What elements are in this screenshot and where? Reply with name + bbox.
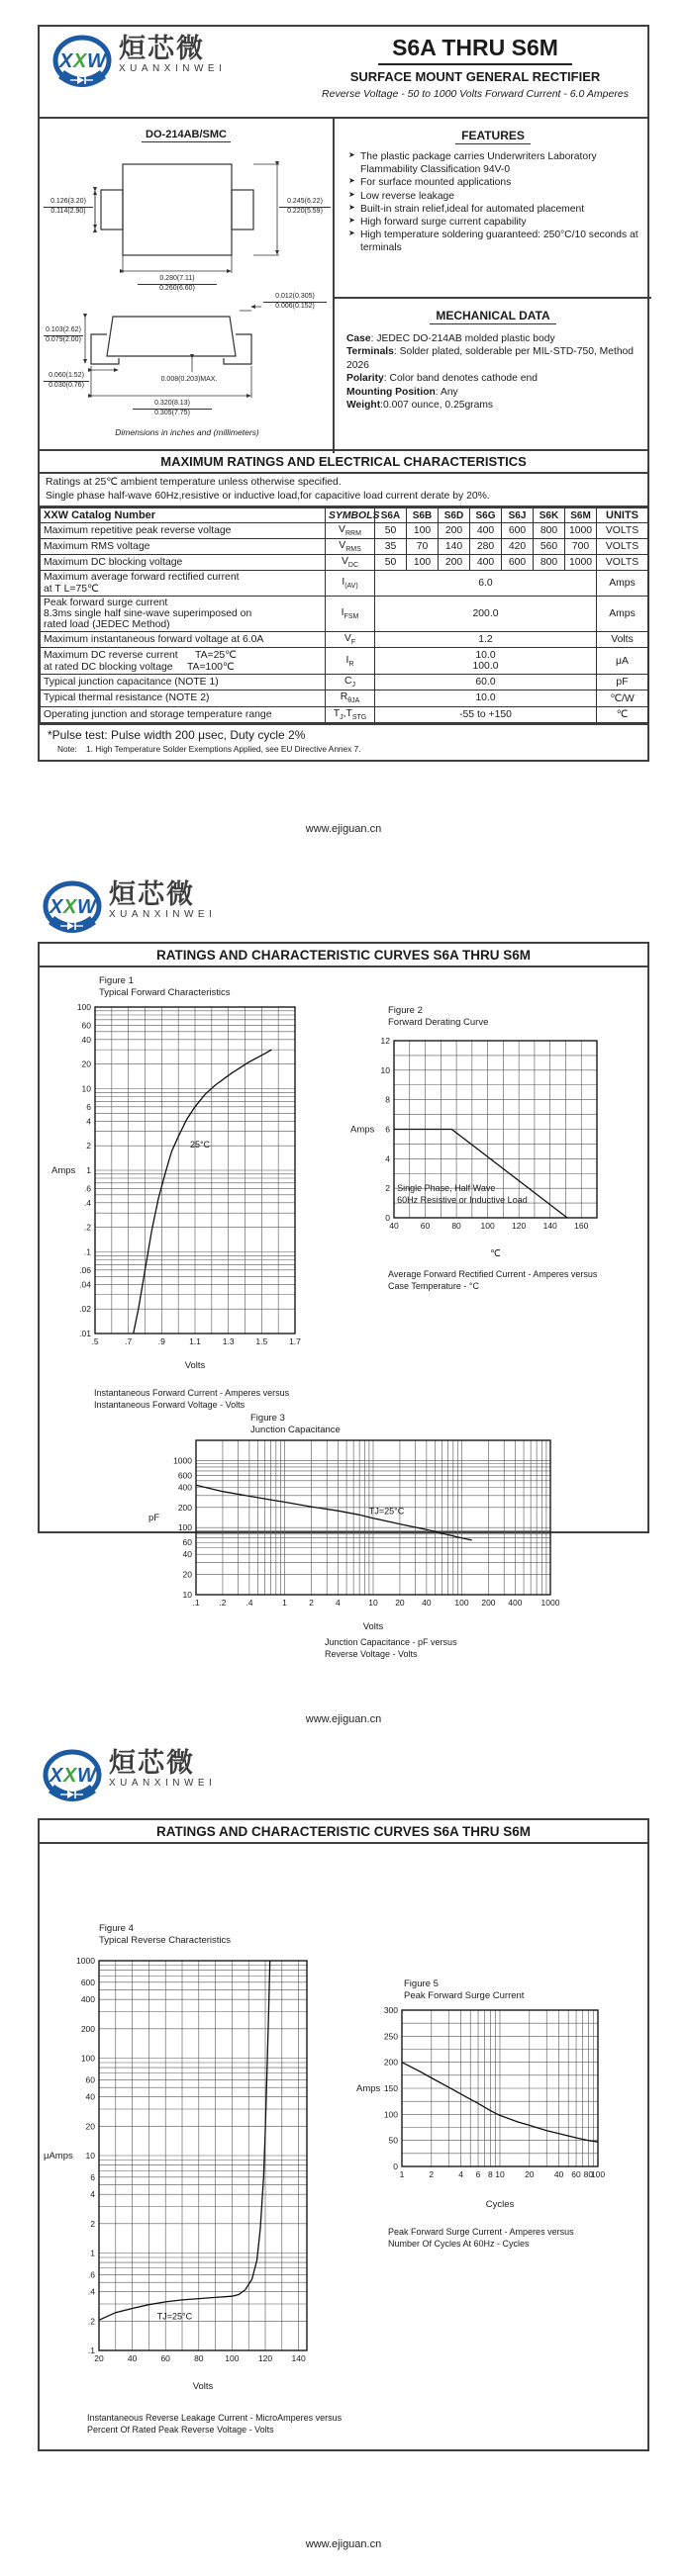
svg-text:80: 80 [451,1221,461,1231]
svg-text:1000: 1000 [173,1455,192,1466]
features-heading: FEATURES [335,129,651,144]
svg-text:4: 4 [86,1116,91,1127]
value-cell: 50 [375,555,407,571]
svg-text:120: 120 [257,2353,273,2363]
col-header-part: S6G [470,508,502,523]
pulse-test-note: *Pulse test: Pulse width 200 μsec, Duty cycle 2% [48,727,306,742]
svg-text:2: 2 [385,1183,390,1194]
svg-text:2: 2 [90,2218,95,2229]
datasheet-page-3 [0,1741,687,2576]
svg-text:200: 200 [383,2057,398,2068]
figure5-caption: Peak Forward Surge Current - Amperes versus Number Of Cycles At 60Hz - Cycles [388,2227,574,2250]
merged-value-cell: 60.0 [375,675,597,690]
figure3-title: Figure 3 Junction Capacitance [250,1413,341,1436]
svg-text:2: 2 [86,1141,91,1151]
figure1-chart [49,997,307,1373]
svg-text:X: X [59,50,73,72]
svg-text:12: 12 [380,1036,390,1046]
param-cell: Operating junction and storage temperature range [41,706,326,722]
datasheet-page-2 [0,861,687,1741]
symbol-cell: $V_{RMS}$ [326,539,375,555]
svg-text:80: 80 [583,2169,594,2179]
svg-text:Amps: Amps [51,1165,76,1176]
svg-text:4: 4 [458,2169,463,2179]
logo-mark-graphic [42,880,103,938]
svg-text:40: 40 [81,1034,91,1045]
col-header-part: S6A [375,508,407,523]
symbol-cell: $T_J,T_{STG}$ [326,706,375,722]
svg-text:8: 8 [385,1094,390,1105]
svg-text:Volts: Volts [362,1621,384,1632]
svg-text:100: 100 [80,2053,95,2064]
units-cell: ℃/W [597,690,648,706]
dim-lead-length: 0.060(1.52) 0.030(0.76) [44,372,89,391]
figure2-title: Figure 2 Forward Derating Curve [388,1005,489,1029]
svg-text:1: 1 [90,2248,95,2258]
svg-text:.2: .2 [219,1598,227,1608]
feature-item: ➤ Low reverse leakage [348,190,645,203]
svg-text:Single Phase, Half Wave: Single Phase, Half Wave [397,1183,496,1194]
symbol-cell: $C_J$ [326,675,375,690]
package-name: DO-214AB/SMC [40,129,333,142]
svg-text:1.7: 1.7 [289,1336,301,1346]
svg-text:80: 80 [194,2353,204,2363]
svg-text:Amps: Amps [350,1124,375,1136]
value-cell: 200 [439,555,470,571]
table-row [41,648,648,675]
figure1-title: Figure 1 Typical Forward Characteristics [99,975,231,999]
col-header-units: UNITS [597,508,648,523]
merged-value-cell: 200.0 [375,597,597,632]
brand-name-cn: 烜芯微 [109,1748,195,1778]
logo-mark-graphic [51,35,113,92]
svg-text:600: 600 [177,1470,192,1481]
table-row [41,675,648,690]
svg-text:TJ=25°C: TJ=25°C [156,2311,193,2322]
mechanical-data-line: Weight:0.007 ounce, 0.25grams [346,399,494,411]
param-cell: Peak forward surge current 8.3ms single half sine-wave superimposed on rated load (JEDEC Method) [41,597,326,632]
figure4-caption: Instantaneous Reverse Leakage Current - MicroAmperes versus Percent Of Rated Peak Reverse Voltage - Volts [87,2413,343,2436]
svg-text:20: 20 [395,1598,405,1608]
value-cell: 700 [565,539,597,555]
svg-text:Cycles: Cycles [485,2199,515,2210]
svg-text:120: 120 [512,1221,527,1231]
svg-text:10: 10 [85,2151,95,2161]
svg-text:100: 100 [177,1522,192,1533]
mechanical-data-line: Terminals: Solder plated, solderable per MIL-STD-750, Method 2026 [346,346,634,371]
units-cell: Volts [597,632,648,648]
param-cell: Maximum RMS voltage [41,539,326,555]
param-cell: Maximum DC reverse current TA=25℃ at rated DC blocking voltage TA=100℃ [41,648,326,675]
brand-name-en: XUANXINWEI [109,1778,217,1790]
value-cell: 800 [534,523,565,539]
svg-text:1: 1 [86,1165,91,1175]
brand-logo [42,1749,216,1806]
svg-text:140: 140 [542,1221,557,1231]
ratings-table-box [38,506,649,725]
table-header-row [41,508,648,523]
figure3-caption: Junction Capacitance - pF versus Reverse Voltage - Volts [325,1637,457,1660]
symbol-cell: $V_{DC}$ [326,555,375,571]
svg-text:.9: .9 [157,1336,165,1346]
svg-text:0: 0 [385,1213,390,1223]
svg-text:6: 6 [90,2171,95,2182]
svg-text:600: 600 [80,1977,95,1987]
svg-text:1.1: 1.1 [189,1336,201,1346]
value-cell: 200 [439,523,470,539]
svg-text:1: 1 [399,2169,405,2179]
svg-text:40: 40 [182,1549,192,1560]
dim-lead-thickness: 0.012(0.305) 0.006(0.152) [263,293,327,312]
units-cell: Amps [597,597,648,632]
merged-value-cell: 6.0 [375,571,597,597]
brand-name-cn: 烜芯微 [119,34,205,63]
ratings-note-1: Ratings at 25℃ ambient temperature unless otherwise specified. [46,477,342,488]
svg-text:X: X [49,896,63,918]
svg-text:.01: .01 [79,1329,91,1338]
units-cell: Amps [597,571,648,597]
figure3-chart [147,1432,566,1634]
svg-text:TJ=25°C: TJ=25°C [368,1506,405,1517]
param-cell: Maximum repetitive peak reverse voltage [41,523,326,539]
mechanical-data-list [346,332,643,412]
value-cell: 100 [407,523,439,539]
svg-text:100: 100 [383,2109,398,2120]
brand-name-en: XUANXINWEI [119,63,227,75]
feature-item: ➤ Built-in strain relief,ideal for automated placement [348,203,645,216]
svg-text:μAmps: μAmps [44,2151,73,2162]
value-cell: 600 [502,523,534,539]
svg-text:6: 6 [475,2169,481,2179]
feature-item: ➤ For surface mounted applications [348,176,645,189]
svg-text:X: X [63,1765,77,1787]
units-cell: pF [597,675,648,690]
footnote-box [38,723,649,762]
table-row [41,632,648,648]
value-cell: 400 [470,555,502,571]
svg-text:0: 0 [393,2162,398,2171]
value-cell: 100 [407,555,439,571]
svg-text:10: 10 [182,1590,192,1600]
param-cell: Typical thermal resistance (NOTE 2) [41,690,326,706]
units-cell: VOLTS [597,523,648,539]
table-row [41,690,648,706]
datasheet-page-1 [0,0,687,861]
svg-text:W: W [77,896,96,918]
svg-text:10: 10 [368,1598,378,1608]
package-outline-drawing [44,150,331,419]
svg-text:.04: .04 [79,1279,91,1290]
svg-text:1.3: 1.3 [222,1336,235,1346]
table-row [41,523,648,539]
svg-text:.4: .4 [87,2286,95,2297]
svg-text:℃: ℃ [490,1248,501,1259]
header-box [38,25,649,119]
units-cell: μA [597,648,648,675]
svg-text:60: 60 [160,2353,170,2363]
value-cell: 70 [407,539,439,555]
svg-text:W: W [77,1765,96,1787]
svg-text:.2: .2 [83,1222,91,1233]
value-cell: 140 [439,539,470,555]
svg-text:40: 40 [553,2169,564,2179]
mechanical-data-line: Mounting Position: Any [346,386,458,398]
svg-text:.06: .06 [79,1264,91,1275]
svg-text:100: 100 [76,1002,91,1012]
logo-mark-graphic [42,1749,103,1806]
value-cell: 50 [375,523,407,539]
figure4-chart [42,1947,329,2394]
ratings-table [40,507,648,723]
svg-text:.4: .4 [245,1598,253,1608]
symbol-cell: $I_R$ [326,648,375,675]
svg-text:60Hz Resistive or Inductive Lo: 60Hz Resistive or Inductive Load [397,1195,528,1206]
svg-text:X: X [49,1765,63,1787]
symbol-cell: $I_{FSM}$ [326,597,375,632]
svg-text:.1: .1 [87,2346,95,2355]
mechanical-data-section [335,297,651,412]
dim-total-width: 0.320(8.13) 0.305(7.75) [133,400,212,418]
svg-text:400: 400 [177,1482,192,1493]
figure5-chart [354,2000,614,2212]
units-cell: VOLTS [597,555,648,571]
col-header-catalog: XXW Catalog Number [41,508,326,523]
features-list [344,150,645,254]
svg-text:10: 10 [495,2169,505,2179]
mechanical-data-line: Case: JEDEC DO-214AB molded plastic body [346,333,555,344]
symbol-cell: $I_{(AV)}$ [326,571,375,597]
param-cell: Maximum instantaneous forward voltage at 6.0A [41,632,326,648]
col-header-part: S6J [502,508,534,523]
curves-title-bar: RATINGS AND CHARACTERISTIC CURVES S6A THRU S6M [38,942,649,968]
svg-text:300: 300 [383,2005,398,2015]
svg-text:60: 60 [85,2074,95,2085]
svg-text:160: 160 [574,1221,589,1231]
features-column [335,119,651,453]
svg-text:.6: .6 [83,1183,91,1194]
symbol-cell: $V_F$ [326,632,375,648]
value-cell: 35 [375,539,407,555]
svg-text:Amps: Amps [356,2083,381,2094]
figure5-title: Figure 5 Peak Forward Surge Current [404,1978,525,2002]
svg-text:60: 60 [571,2169,581,2179]
svg-text:.1: .1 [83,1246,91,1257]
mechanical-data-line: Polarity: Color band denotes cathode end [346,373,538,385]
table-row [41,597,648,632]
ratings-title-bar: MAXIMUM RATINGS AND ELECTRICAL CHARACTERISTICS [38,449,649,474]
part-subtitle: SURFACE MOUNT GENERAL RECTIFIER [349,69,601,84]
feature-item: ➤ High forward surge current capability [348,216,645,229]
ratings-notes [38,472,649,507]
svg-text:60: 60 [420,1221,431,1231]
figure1-caption: Instantaneous Forward Current - Amperes versus Instantaneous Forward Voltage - Volts [94,1388,290,1411]
svg-text:X: X [63,896,77,918]
symbol-cell: $R_{\theta JA}$ [326,690,375,706]
svg-text:Volts: Volts [192,2381,214,2392]
curves-title-bar: RATINGS AND CHARACTERISTIC CURVES S6A THRU S6M [38,1818,649,1845]
svg-text:20: 20 [525,2169,535,2179]
svg-text:10: 10 [81,1083,91,1094]
svg-text:40: 40 [127,2353,138,2363]
svg-text:2: 2 [309,1598,314,1608]
svg-text:400: 400 [80,1994,95,2005]
svg-text:25°C: 25°C [189,1140,211,1150]
svg-text:250: 250 [383,2031,398,2042]
svg-text:X: X [73,50,87,72]
svg-text:20: 20 [81,1058,91,1069]
svg-text:1.5: 1.5 [255,1336,268,1346]
feature-item: ➤ The plastic package carries Underwriters Laboratory Flammability Classification 94V-0 [348,150,645,176]
merged-value-cell: 10.0 [375,690,597,706]
dim-standoff: 0.008(0.203)MAX. [160,376,218,383]
symbol-cell: $V_{RRM}$ [326,523,375,539]
svg-text:100: 100 [590,2169,606,2179]
col-header-symbols: SYMBOLS [326,508,375,523]
website-footer: www.ejiguan.cn [305,1713,382,1725]
value-cell: 600 [502,555,534,571]
dim-lead-width: 0.126(3.20) 0.114(2.90) [44,198,93,217]
svg-text:20: 20 [182,1569,192,1580]
svg-text:4: 4 [90,2189,95,2200]
package-column [40,119,335,453]
svg-text:40: 40 [422,1598,432,1608]
svg-text:20: 20 [94,2353,104,2363]
svg-text:140: 140 [291,2353,306,2363]
units-cell: VOLTS [597,539,648,555]
website-footer: www.ejiguan.cn [305,2538,382,2550]
svg-text:6: 6 [385,1124,390,1135]
svg-text:1000: 1000 [76,1956,95,1966]
param-cell: Maximum DC blocking voltage [41,555,326,571]
svg-text:4: 4 [385,1153,390,1164]
col-header-part: S6B [407,508,439,523]
col-header-part: S6D [439,508,470,523]
col-header-part: S6K [534,508,565,523]
svg-text:2: 2 [429,2169,435,2179]
merged-value-cell: -55 to +150 [375,706,597,722]
table-row [41,706,648,722]
figure2-chart [348,1029,611,1261]
table-row [41,571,648,597]
mechanical-data-heading: MECHANICAL DATA [335,309,651,324]
brand-logo [51,35,226,92]
svg-text:200: 200 [481,1598,496,1608]
svg-text:4: 4 [336,1598,341,1608]
svg-text:50: 50 [388,2135,398,2146]
value-cell: 400 [470,523,502,539]
svg-text:pF: pF [148,1513,160,1523]
value-cell: 800 [534,555,565,571]
value-cell: 1000 [565,523,597,539]
table-row [41,555,648,571]
svg-text:400: 400 [508,1598,523,1608]
svg-text:8: 8 [488,2169,493,2179]
value-cell: 1000 [565,555,597,571]
svg-text:10: 10 [380,1064,390,1075]
svg-text:40: 40 [389,1221,399,1231]
svg-text:1000: 1000 [540,1598,560,1608]
svg-text:.6: .6 [87,2269,95,2280]
svg-text:.7: .7 [125,1336,133,1346]
brand-logo-mark [42,880,103,938]
svg-text:1: 1 [282,1598,287,1608]
col-header-part: S6M [565,508,597,523]
svg-text:6: 6 [86,1101,91,1112]
svg-text:20: 20 [85,2121,95,2132]
units-cell: ℃ [597,706,648,722]
value-cell: 560 [534,539,565,555]
ratings-note-2: Single phase half-wave 60Hz,resistive or inductive load,for capacitive load current derate by 20%. [46,490,490,502]
svg-text:100: 100 [480,1221,495,1231]
svg-text:60: 60 [81,1020,91,1031]
svg-text:200: 200 [177,1502,192,1513]
table-row [41,539,648,555]
svg-text:.4: .4 [83,1197,91,1208]
feature-item: ➤ High temperature soldering guaranteed: 250°C/10 seconds at terminals [348,229,645,254]
brand-logo [42,880,216,938]
svg-text:100: 100 [454,1598,469,1608]
svg-text:Volts: Volts [184,1360,206,1371]
dimensions-note: Dimensions in inches and (millimeters) [115,427,259,437]
svg-text:150: 150 [383,2083,398,2093]
brand-logo-mark [42,1749,103,1806]
value-cell: 280 [470,539,502,555]
svg-text:100: 100 [225,2353,240,2363]
figure2-caption: Average Forward Rectified Current - Amperes versus Case Temperature - °C [388,1269,598,1292]
svg-text:.1: .1 [192,1598,200,1608]
solder-exemption-note: Note: 1. High Temperature Solder Exemptions Applied, see EU Directive Annex 7. [57,743,361,754]
part-ratings-line: Reverse Voltage - 50 to 1000 Volts Forward Current - 6.0 Amperes [322,88,629,100]
dim-body-width: 0.280(7.11) 0.260(6.60) [138,275,217,294]
svg-text:60: 60 [182,1537,192,1548]
merged-value-cell: 10.0 100.0 [375,648,597,675]
svg-text:40: 40 [85,2091,95,2102]
param-cell: Maximum average forward rectified current at T L=75℃ [41,571,326,597]
brand-name-en: XUANXINWEI [109,909,217,921]
svg-text:.2: .2 [87,2316,95,2327]
svg-text:W: W [87,50,106,72]
dim-height: 0.103(2.62) 0.079(2.00) [44,326,83,345]
brand-name-cn: 烜芯微 [109,879,195,909]
part-title: S6A THRU S6M [378,35,572,65]
brand-logo-mark [51,35,113,92]
figure4-title: Figure 4 Typical Reverse Characteristics [99,1923,232,1947]
svg-text:200: 200 [80,2023,95,2034]
value-cell: 420 [502,539,534,555]
param-cell: Typical junction capacitance (NOTE 1) [41,675,326,690]
dim-body-height: 0.245(6.22) 0.220(5.59) [279,198,331,217]
svg-text:.5: .5 [91,1336,99,1346]
package-and-features-box [38,117,649,451]
merged-value-cell: 1.2 [375,632,597,648]
svg-text:.02: .02 [79,1304,91,1315]
website-footer: www.ejiguan.cn [305,823,382,835]
